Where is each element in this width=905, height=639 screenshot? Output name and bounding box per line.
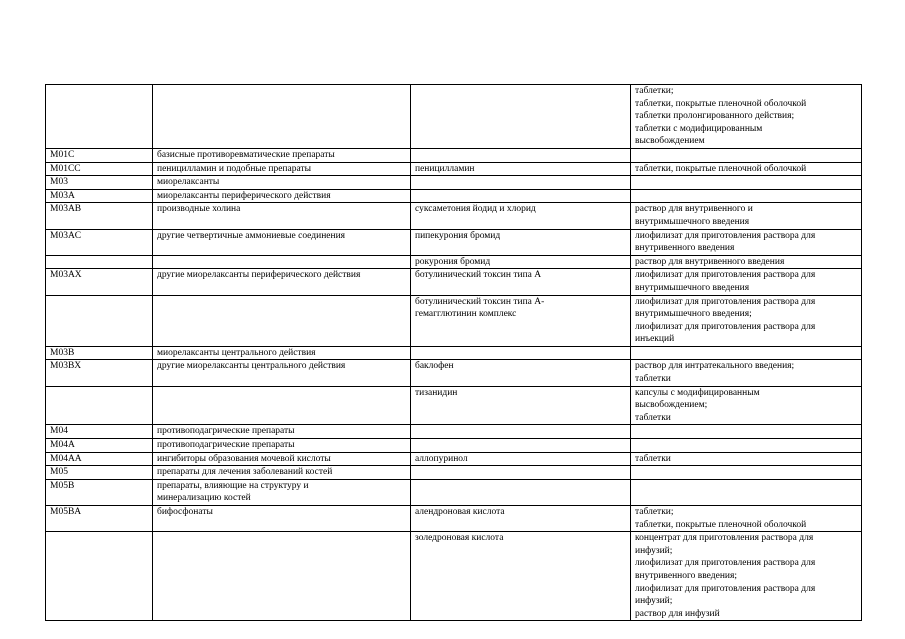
drug-name-cell: пипекурония бромид	[411, 229, 631, 255]
table-row	[46, 229, 862, 255]
group-name-cell	[153, 532, 411, 621]
group-name-cell: пеницилламин и подобные препараты	[153, 162, 411, 176]
group-name-cell: миорелаксанты центрального действия	[153, 346, 411, 360]
dosage-form-cell	[631, 346, 862, 360]
dosage-form-cell: раствор для внутривенного и внутримышечного введения	[631, 203, 862, 229]
group-name-cell: базисные противоревматические препараты	[153, 148, 411, 162]
dosage-form-cell	[631, 176, 862, 190]
table-row	[46, 386, 862, 425]
dosage-form-cell: лиофилизат для приготовления раствора для внутримышечного введения	[631, 269, 862, 295]
table-row	[46, 189, 862, 203]
dosage-form-cell	[631, 479, 862, 505]
atc-code-cell: M04A	[46, 439, 153, 453]
dosage-form-cell: таблетки; таблетки, покрытые пленочной оболочкой	[631, 506, 862, 532]
atc-code-cell: M03AX	[46, 269, 153, 295]
drug-name-cell	[411, 466, 631, 480]
drug-name-cell	[411, 479, 631, 505]
table-row	[46, 439, 862, 453]
atc-code-cell	[46, 386, 153, 425]
atc-code-cell	[46, 255, 153, 269]
drug-classification-table	[45, 84, 862, 621]
group-name-cell: препараты, влияющие на структуру и минерализацию костей	[153, 479, 411, 505]
group-name-cell: противоподагрические препараты	[153, 439, 411, 453]
dosage-form-cell: капсулы с модифицированным высвобождением; таблетки	[631, 386, 862, 425]
table-row	[46, 425, 862, 439]
group-name-cell	[153, 295, 411, 346]
group-name-cell: другие четвертичные аммониевые соединения	[153, 229, 411, 255]
table-body	[46, 85, 862, 621]
group-name-cell	[153, 386, 411, 425]
drug-name-cell	[411, 85, 631, 149]
atc-code-cell: M03	[46, 176, 153, 190]
drug-name-cell	[411, 176, 631, 190]
dosage-form-cell	[631, 189, 862, 203]
dosage-form-cell: раствор для внутривенного введения	[631, 255, 862, 269]
table-row	[46, 269, 862, 295]
dosage-form-cell	[631, 148, 862, 162]
drug-name-cell: пеницилламин	[411, 162, 631, 176]
dosage-form-cell: концентрат для приготовления раствора для инфузий; лиофилизат для приготовления раствора для внутривенного введения; лиофилизат для приготовления раствора для инфузий; раствор для инфузий	[631, 532, 862, 621]
group-name-cell: другие миорелаксанты центрального действия	[153, 360, 411, 386]
drug-name-cell: ботулинический токсин типа A	[411, 269, 631, 295]
atc-code-cell: M01CC	[46, 162, 153, 176]
table-row	[46, 532, 862, 621]
drug-name-cell	[411, 346, 631, 360]
drug-name-cell	[411, 425, 631, 439]
drug-name-cell: алендроновая кислота	[411, 506, 631, 532]
dosage-form-cell	[631, 439, 862, 453]
drug-name-cell: золедроновая кислота	[411, 532, 631, 621]
table-row	[46, 466, 862, 480]
atc-code-cell: M05BA	[46, 506, 153, 532]
atc-code-cell: M03BX	[46, 360, 153, 386]
atc-code-cell	[46, 295, 153, 346]
atc-code-cell	[46, 85, 153, 149]
table-row	[46, 346, 862, 360]
table-row	[46, 506, 862, 532]
atc-code-cell: M01C	[46, 148, 153, 162]
group-name-cell: миорелаксанты периферического действия	[153, 189, 411, 203]
table-row	[46, 203, 862, 229]
atc-code-cell: M04AA	[46, 452, 153, 466]
table-row	[46, 162, 862, 176]
atc-code-cell: M05B	[46, 479, 153, 505]
table-row	[46, 295, 862, 346]
dosage-form-cell: таблетки	[631, 452, 862, 466]
atc-code-cell: M04	[46, 425, 153, 439]
dosage-form-cell: лиофилизат для приготовления раствора для внутривенного введения	[631, 229, 862, 255]
atc-code-cell: M03A	[46, 189, 153, 203]
table-row	[46, 360, 862, 386]
dosage-form-cell: лиофилизат для приготовления раствора для внутримышечного введения; лиофилизат для приготовления раствора для инъекций	[631, 295, 862, 346]
drug-name-cell: тизанидин	[411, 386, 631, 425]
group-name-cell: бифосфонаты	[153, 506, 411, 532]
group-name-cell	[153, 255, 411, 269]
table-row	[46, 452, 862, 466]
table-row	[46, 148, 862, 162]
atc-code-cell: M05	[46, 466, 153, 480]
group-name-cell	[153, 85, 411, 149]
atc-code-cell: M03AB	[46, 203, 153, 229]
drug-name-cell: суксаметония йодид и хлорид	[411, 203, 631, 229]
atc-code-cell: M03B	[46, 346, 153, 360]
dosage-form-cell: таблетки, покрытые пленочной оболочкой	[631, 162, 862, 176]
table-row	[46, 479, 862, 505]
group-name-cell: ингибиторы образования мочевой кислоты	[153, 452, 411, 466]
dosage-form-cell: таблетки; таблетки, покрытые пленочной оболочкой таблетки пролонгированного действия; таблетки с модифицированным высвобождением	[631, 85, 862, 149]
drug-name-cell	[411, 439, 631, 453]
group-name-cell: другие миорелаксанты периферического действия	[153, 269, 411, 295]
drug-name-cell: аллопуринол	[411, 452, 631, 466]
drug-name-cell	[411, 148, 631, 162]
table-row	[46, 85, 862, 149]
dosage-form-cell	[631, 466, 862, 480]
drug-name-cell	[411, 189, 631, 203]
drug-name-cell: ботулинический токсин типа A- гемагглютинин комплекс	[411, 295, 631, 346]
group-name-cell: противоподагрические препараты	[153, 425, 411, 439]
table-row	[46, 255, 862, 269]
atc-code-cell: M03AC	[46, 229, 153, 255]
dosage-form-cell	[631, 425, 862, 439]
group-name-cell: препараты для лечения заболеваний костей	[153, 466, 411, 480]
table-row	[46, 176, 862, 190]
group-name-cell: миорелаксанты	[153, 176, 411, 190]
drug-name-cell: рокурония бромид	[411, 255, 631, 269]
drug-name-cell: баклофен	[411, 360, 631, 386]
group-name-cell: производные холина	[153, 203, 411, 229]
dosage-form-cell: раствор для интратекального введения; таблетки	[631, 360, 862, 386]
atc-code-cell	[46, 532, 153, 621]
